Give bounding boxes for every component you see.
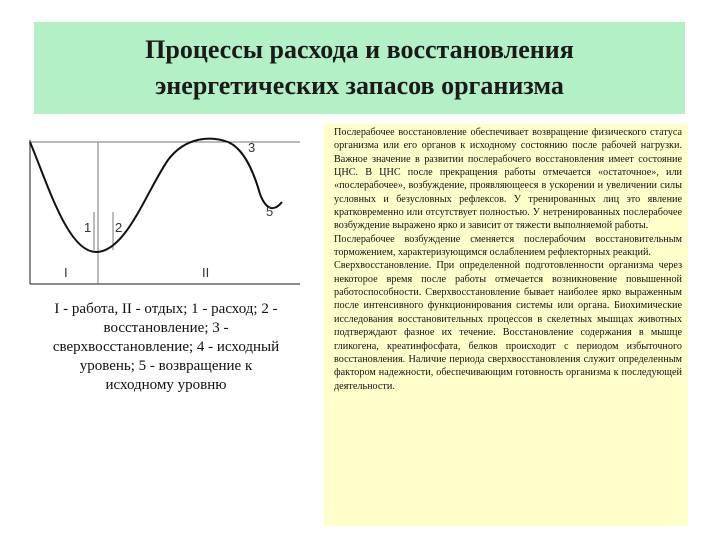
legend-line: сверхвосстановление; 4 - исходный (52, 339, 280, 355)
legend-line: восстановление; 3 - (103, 320, 229, 336)
paragraph-post-work-recovery: Послерабочее восстановление обеспечивает возвращение физического статуса организма или его органов к исходному состоянию после рабочей нагрузки. Важное значение в развитии послерабочего восстановления имеет состояние ЦНС. В ЦНС после прекращения работы отмечается «остаточное», или «послерабочее», возбуждение, проявляющееся в ускорении и увеличении силы условных и безусловных рефлексов. У тренированных лиц это явление кратковременно или отсутствует полностью. У нетренированных послерабочее возбуждение выражено ярко и зависит от тяжести выполняемой работы. (334, 127, 682, 232)
title-line-1: Процессы расхода и восстановления (145, 35, 574, 64)
legend-line: I - работа, II - отдых; 1 - расход; 2 - (54, 301, 278, 317)
slide-title (145, 32, 574, 104)
recovery-diagram-svg (28, 130, 304, 292)
recovery-diagram (28, 130, 304, 292)
explanation-panel (324, 124, 688, 526)
paragraph-supercompensation: Сверхвосстановление. При определенной подготовленности организма через некоторое время после работы отмечается возникновение повышенной работоспособности. Сверхвосстановление бывает наиболее ярко выраженным после интенсивного функционирования системы или органа. Биохимические исследования восстановительных процессов в скелетных мышцах животных подтверждают фазное их течение. Восстановление содержания в мышце гликогена, креатинфосфата, белков происходит с периодом избыточного восстановления. Наличие периода сверхвосстановления служит определенным фактором надежности, обеспечивающим готовность организма к последующей деятельности. (334, 260, 682, 392)
energy-curve (30, 139, 282, 252)
paragraph-inhibition: Послерабочее возбуждение сменяется послерабочим восстановительным торможением, характеризующимся ослаблением рефлекторных реакций. (334, 233, 682, 259)
legend-line: исходному уровню (105, 377, 227, 393)
phase-label-work: I (64, 265, 68, 280)
curve-label-3: 3 (248, 140, 256, 155)
curve-label-5: 5 (266, 204, 274, 219)
phase-label-rest: II (202, 265, 210, 280)
curve-label-2: 2 (115, 220, 123, 235)
legend-line: уровень; 5 - возвращение к (79, 358, 253, 374)
title-line-2: энергетических запасов организма (155, 71, 564, 100)
title-banner (34, 22, 685, 114)
curve-label-1: 1 (84, 220, 92, 235)
diagram-legend (30, 300, 302, 395)
